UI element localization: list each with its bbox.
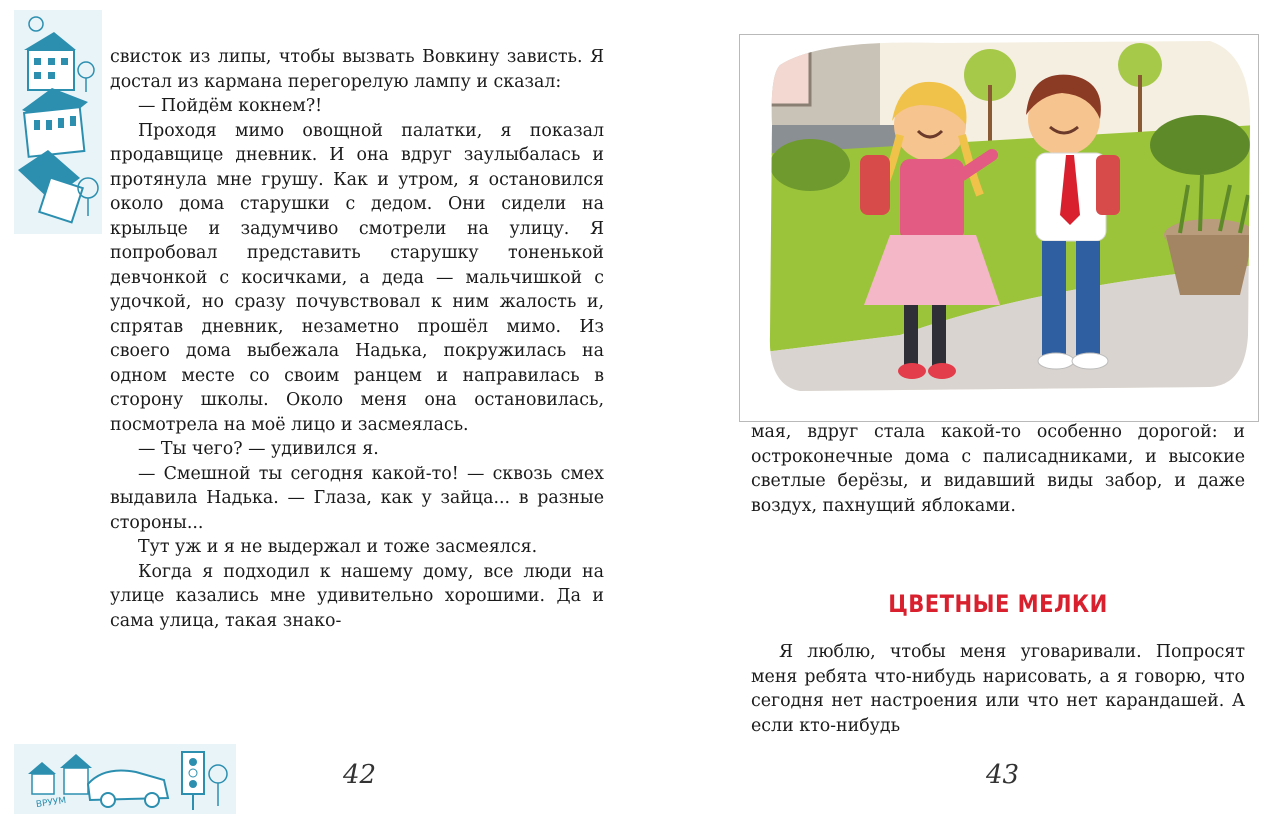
paragraph: Тут уж и я не выдержал и тоже засмеялся. (138, 537, 538, 557)
chapter-title: ЦВЕТНЫЕ МЕЛКИ (888, 590, 1108, 618)
paragraph: Проходя мимо овощной палатки, я показал продавщице дневник. И она вдруг заулыбалась и протянула мне грушу. Как и утром, я остановился около дома старушки с дедом. Они сидели на крыльце и задумчиво смотрели на улицу. Я попробовал представить старушку тоненькой девчонкой с косичками, а деда — мальчишкой с удочкой, но сразу почувствовал к ним жалость и, спрятав дневник, незаметно прошёл мимо. Из своего дома выбежала Надька, покружилась на одном месте со своим ранцем и направилась в сторону школы. Около меня она остановилась, посмотрела на моё лицо и засмеялась. (110, 120, 604, 435)
page-number: 42 (343, 760, 377, 790)
paragraph: — Смешной ты сегодня какой-то! — сквозь смех выдавила Надька. — Глаза, как у зайца... в разные стороны... (110, 463, 604, 533)
paragraph: свисток из липы, чтобы вызвать Вовкину зависть. Я достал из кармана перегорелую лампу и сказал: (110, 47, 604, 92)
kids-illustration (740, 35, 1258, 421)
paragraph: — Пойдём кокнем?! (138, 96, 323, 116)
houses-decoration (14, 10, 102, 234)
paragraph: Я люблю, чтобы меня уговаривали. Попросят меня ребята что-нибудь нарисовать, а я говорю, что сегодня нет настроения или что нет карандашей. А если кто-нибудь (751, 642, 1245, 736)
right-page (634, 0, 1268, 828)
chapter-text (751, 640, 1245, 738)
left-page-text (110, 45, 604, 633)
street-decoration (14, 744, 236, 814)
continuation-text: мая, вдруг стала какой-то особенно дорогой: и остроконечные дома с палисадниками, и высокие светлые берёзы, и видавший виды забор, и даже воздух, пахнущий яблоками. (751, 422, 1245, 516)
vroom-caption: ВРУУМ (35, 795, 67, 811)
paragraph: Когда я подходил к нашему дому, все люди на улице казались мне удивительно хорошими. Да и сама улица, такая знако- (110, 561, 604, 631)
paragraph: — Ты чего? — удивился я. (138, 439, 379, 459)
page-number: 43 (986, 760, 1020, 790)
illustration (739, 34, 1259, 422)
